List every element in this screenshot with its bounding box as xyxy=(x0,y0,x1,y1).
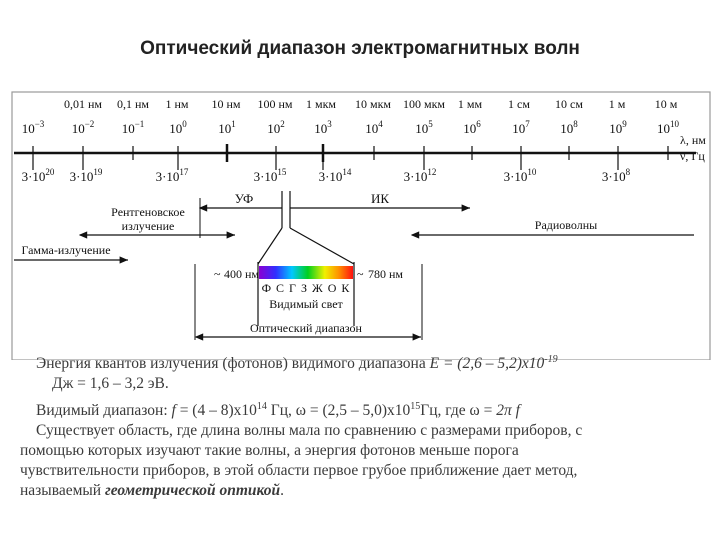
radio-label: Радиоволны xyxy=(534,218,598,232)
svg-text:106: $10^6$ xyxy=(463,119,481,136)
wavelength-label: 10 м xyxy=(654,97,678,111)
wavelength-label: 1 м xyxy=(608,97,626,111)
frequency-labels xyxy=(22,167,631,184)
wavelength-label: 1 мм xyxy=(457,97,483,111)
explanation-text xyxy=(20,350,700,501)
wavelength-label: 10 нм xyxy=(211,97,241,111)
wavelength-labels xyxy=(64,97,678,111)
svg-text:10−2: $10^{-2}$ xyxy=(71,119,95,136)
svg-text:3·1019: $3\cdot 10^{19}$ xyxy=(69,167,103,184)
svg-text:108: $10^8$ xyxy=(560,119,578,136)
em-spectrum-diagram xyxy=(0,88,720,360)
visible-spectrum-bar xyxy=(259,266,353,279)
paragraph-line-4: называемый геометрической оптикой. xyxy=(20,482,285,500)
uv-label: УФ xyxy=(234,191,254,206)
svg-text:109: $10^9$ xyxy=(609,119,627,136)
svg-text:3·1015: $3\cdot 10^{15}$ xyxy=(253,167,287,184)
svg-text:101: $10^1$ xyxy=(218,119,236,136)
visible-range-line: Видимый диапазон: $f = (4 - 8)х10^{14}$ Гц, $\omega = (2,5 - 5,0)х10^{15}Гц$, где ω = 2π f xyxy=(36,401,520,420)
page-title: Оптический диапазон электромагнитных волн xyxy=(140,38,580,59)
svg-text:105: $10^5$ xyxy=(415,119,433,136)
lambda-axis-label: λ, нм xyxy=(680,133,706,147)
paragraph-line-3: чувствительности приборов, в этой области первое грубое приближение дает метод, xyxy=(20,462,578,480)
xray-label-2: излучение xyxy=(121,219,175,233)
svg-text:100: $10^0$ xyxy=(169,119,187,136)
svg-text:104: $10^4$ xyxy=(365,119,383,136)
energy-line-2: Дж = 1,6 – 3,2 эВ. xyxy=(52,375,169,393)
wavelength-label: 10 мкм xyxy=(354,97,392,111)
svg-text:1010: $10^{10}$ xyxy=(657,119,679,136)
ir-label: ИК xyxy=(370,191,390,206)
visible-light-label: Видимый свет xyxy=(269,297,343,311)
svg-text:10−3: $10^{-3}$ xyxy=(21,119,45,136)
power-labels xyxy=(22,119,680,136)
gamma-label: Гамма-излучение xyxy=(21,243,111,257)
paragraph-line-2: помощью которых изучают такие волны, а энергия фотонов меньше порога xyxy=(20,442,519,460)
wavelength-label: 100 нм xyxy=(257,97,293,111)
svg-text:3·1014: $3\cdot 10^{14}$ xyxy=(318,167,352,184)
approx-symbol-right: ~ xyxy=(357,267,364,281)
optical-range-label: Оптический диапазон xyxy=(250,321,362,335)
nu-axis-label: ν, Гц xyxy=(680,149,705,163)
svg-text:107: $10^7$ xyxy=(512,119,530,136)
approx-symbol-left: ~ xyxy=(214,267,221,281)
svg-text:102: $10^2$ xyxy=(267,119,285,136)
svg-text:10−1: $10^{-1}$ xyxy=(121,119,145,136)
svg-text:3·1017: $3\cdot 10^{17}$ xyxy=(155,167,189,184)
svg-text:3·1010: $3\cdot 10^{10}$ xyxy=(503,167,537,184)
svg-text:3·108: $3\cdot 10^8$ xyxy=(601,167,631,184)
energy-line: Энергия квантов излучения (фотонов) видимого диапазона $E = (2,6 - 5,2)х10^{-19}$ xyxy=(36,354,558,373)
xray-label: Рентгеновское xyxy=(111,205,185,219)
svg-text:3·1020: $3\cdot 10^{20}$ xyxy=(21,167,55,184)
wavelength-label: 1 мкм xyxy=(305,97,337,111)
wavelength-label: 10 см xyxy=(555,97,583,111)
diagram-frame xyxy=(12,92,710,360)
wavelength-label: 100 мкм xyxy=(402,97,446,111)
paragraph-line-1: Существует область, где длина волны мала по сравнению с размерами приборов, с xyxy=(36,422,583,440)
wavelength-label: 0,1 нм xyxy=(116,97,150,111)
svg-text:103: $10^3$ xyxy=(314,119,332,136)
wavelength-label: 1 см xyxy=(508,97,530,111)
wavelength-label: 0,01 нм xyxy=(63,97,103,111)
svg-text:3·1012: $3\cdot 10^{12}$ xyxy=(403,167,437,184)
wavelength-label: 1 нм xyxy=(165,97,189,111)
edge-780-label: 780 нм xyxy=(368,267,404,281)
color-letters: Ф С Г З Ж О К xyxy=(261,281,351,295)
edge-400-label: 400 нм xyxy=(224,267,260,281)
